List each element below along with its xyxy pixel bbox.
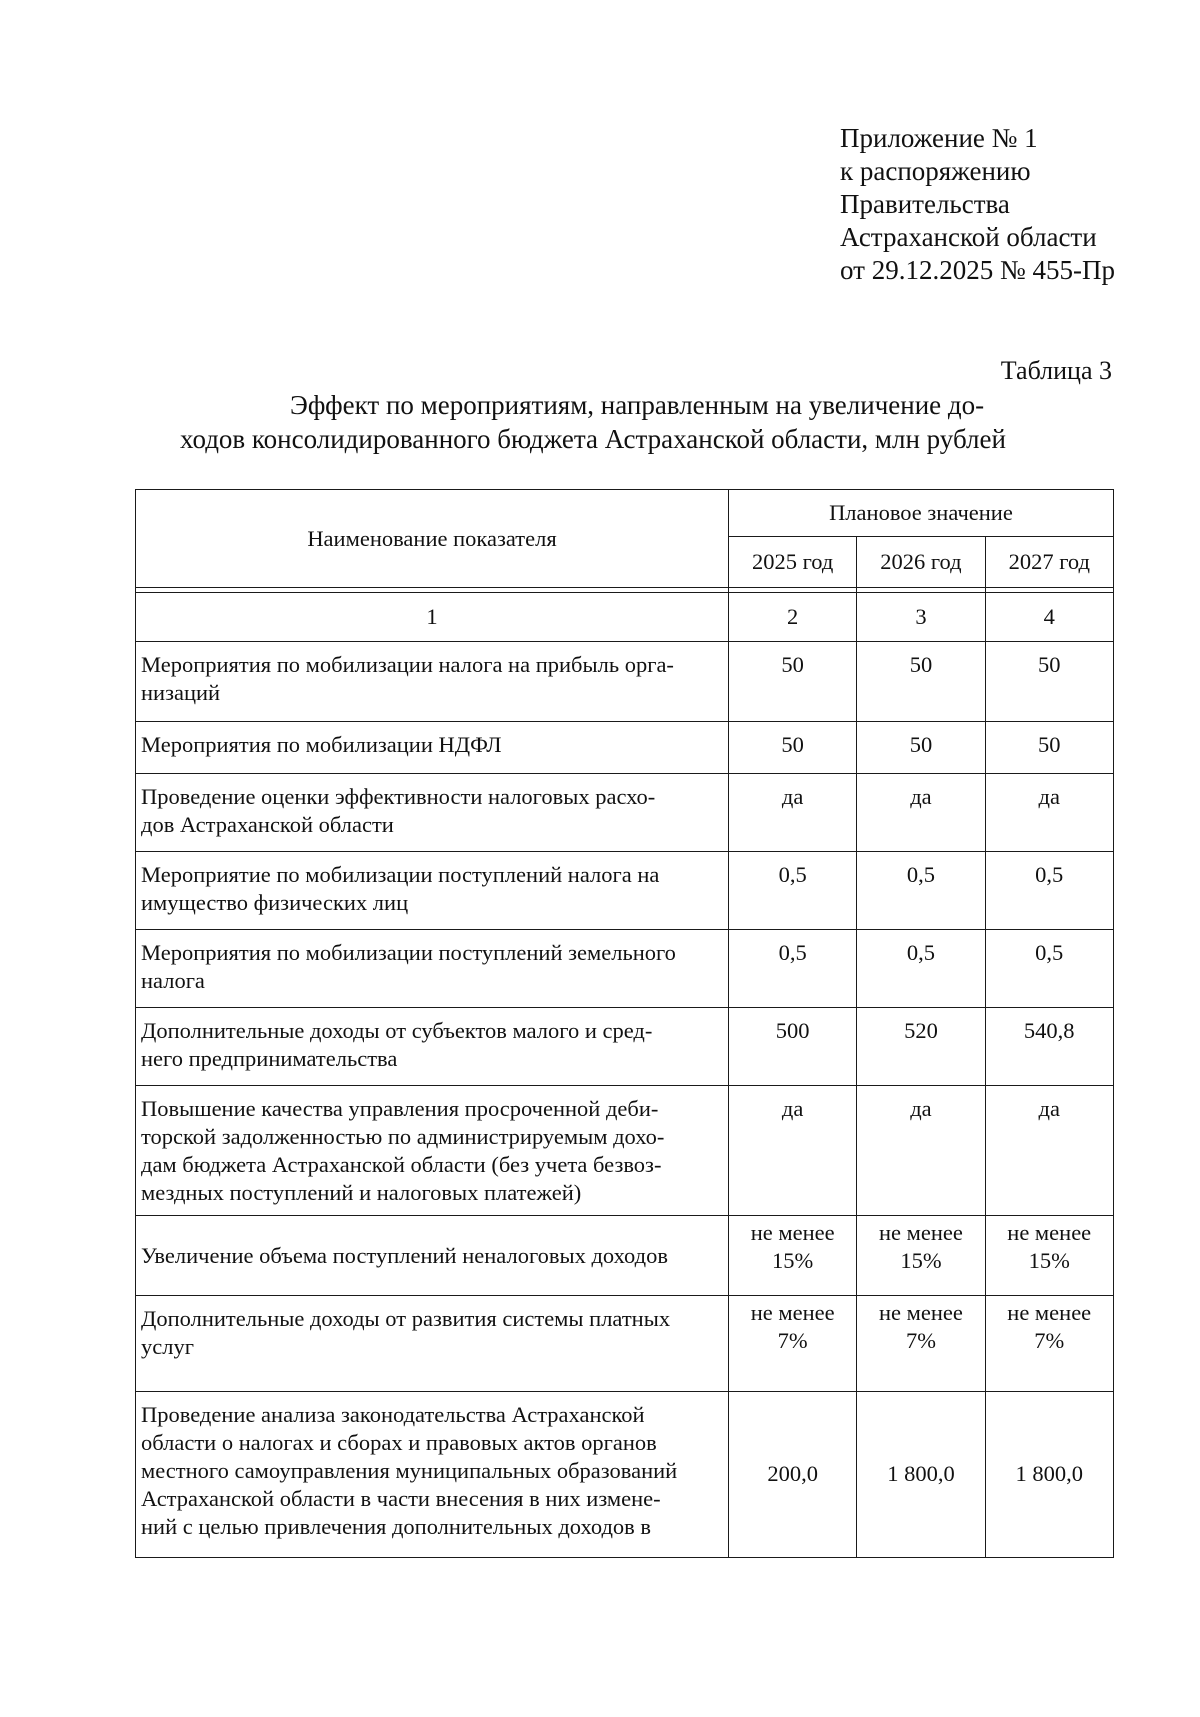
header-indicator-name: Наименование показателя: [136, 490, 729, 588]
table-title-line: ходов консолидированного бюджета Астраханской области, млн рублей: [180, 424, 1006, 454]
planned-value-cell: 0,5: [729, 852, 857, 930]
indicator-name: [136, 930, 729, 1008]
planned-value-line: не менее: [1007, 1300, 1092, 1325]
planned-value-cell: да: [857, 774, 985, 852]
planned-value-cell: 0,5: [857, 852, 985, 930]
indicator-name: [136, 852, 729, 930]
indicator-name-line: Астраханской области в части внесения в них измене-: [141, 1486, 661, 1511]
column-number: 1: [136, 593, 729, 642]
table-row: [136, 852, 1114, 930]
column-numbering-row: [136, 593, 1114, 642]
indicator-name: [136, 722, 729, 774]
planned-value-line: 15%: [1028, 1248, 1070, 1273]
planned-value-cell: 50: [857, 722, 985, 774]
indicator-name-line: Мероприятия по мобилизации НДФЛ: [141, 732, 502, 757]
planned-value-cell: 540,8: [985, 1008, 1113, 1086]
planned-value-cell: да: [729, 1086, 857, 1216]
planned-value-cell: [985, 1296, 1113, 1392]
table-row: [136, 930, 1114, 1008]
planned-value-cell: да: [857, 1086, 985, 1216]
planned-value-cell: да: [985, 774, 1113, 852]
table-row: [136, 1216, 1114, 1296]
planned-value-cell: 520: [857, 1008, 985, 1086]
planned-value-cell: [857, 1216, 985, 1296]
planned-value-cell: 500: [729, 1008, 857, 1086]
indicator-name-line: Мероприятия по мобилизации налога на прибыль орга-: [141, 652, 674, 677]
appendix-line: к распоряжению: [840, 156, 1031, 186]
planned-value-cell: [985, 1216, 1113, 1296]
column-number: 4: [985, 593, 1113, 642]
indicator-name-line: Мероприятие по мобилизации поступлений налога на: [141, 862, 660, 887]
table-row: [136, 722, 1114, 774]
indicator-name-line: дов Астраханской области: [141, 812, 394, 837]
indicator-name-line: Проведение анализа законодательства Астраханской: [141, 1402, 645, 1427]
planned-value-line: 15%: [900, 1248, 942, 1273]
planned-value-cell: [729, 1296, 857, 1392]
indicator-name-line: низаций: [141, 680, 221, 705]
indicator-name-line: Мероприятия по мобилизации поступлений земельного: [141, 940, 676, 965]
planned-value-cell: 200,0: [729, 1392, 857, 1558]
appendix-date-number: от 29.12.2025 № 455-Пр: [840, 255, 1115, 285]
table-row: [136, 1008, 1114, 1086]
planned-value-cell: 0,5: [985, 930, 1113, 1008]
table-row: [136, 1296, 1114, 1392]
planned-value-line: не менее: [878, 1220, 963, 1245]
planned-value-cell: [857, 1296, 985, 1392]
planned-value-line: 15%: [772, 1248, 814, 1273]
indicator-name-line: Дополнительные доходы от субъектов малого и сред-: [141, 1018, 653, 1043]
table-header-row: [136, 490, 1114, 537]
appendix-line: Правительства: [840, 189, 1010, 219]
planned-value-line: не менее: [750, 1300, 835, 1325]
planned-value-cell: да: [729, 774, 857, 852]
planned-value-cell: [729, 1216, 857, 1296]
indicator-name-line: Увеличение объема поступлений неналоговых доходов: [141, 1243, 668, 1268]
planned-value-cell: 50: [985, 722, 1113, 774]
column-number: 3: [857, 593, 985, 642]
planned-value-cell: 50: [857, 642, 985, 722]
planned-value-cell: 50: [985, 642, 1113, 722]
planned-value-cell: 0,5: [729, 930, 857, 1008]
column-number: 2: [729, 593, 857, 642]
indicator-name-line: местного самоуправления муниципальных образований: [141, 1458, 678, 1483]
table-row: [136, 642, 1114, 722]
indicator-name-line: Дополнительные доходы от развития системы платных: [141, 1306, 671, 1331]
table-title: [180, 388, 1140, 456]
indicator-name-line: торской задолженностью по администрируемым дохо-: [141, 1124, 665, 1149]
indicator-name: [136, 642, 729, 722]
planned-value-line: не менее: [878, 1300, 963, 1325]
indicator-name-line: налога: [141, 968, 205, 993]
table-title-line: Эффект по мероприятиям, направленным на увеличение до-: [290, 390, 985, 420]
planned-value-cell: 1 800,0: [985, 1392, 1113, 1558]
appendix-block: [840, 122, 1180, 287]
indicator-name-line: него предпринимательства: [141, 1046, 398, 1071]
planned-value-line: не менее: [1007, 1220, 1092, 1245]
planned-value-line: 7%: [1034, 1328, 1065, 1353]
indicator-name-line: ний с целью привлечения дополнительных доходов в: [141, 1514, 652, 1539]
planned-value-line: не менее: [750, 1220, 835, 1245]
appendix-line: Приложение № 1: [840, 123, 1038, 153]
planned-value-cell: 50: [729, 722, 857, 774]
indicator-name: [136, 1296, 729, 1392]
planned-value-cell: 0,5: [985, 852, 1113, 930]
indicator-name-line: услуг: [141, 1334, 194, 1359]
planned-value-line: 7%: [905, 1328, 936, 1353]
planned-value-line: 7%: [777, 1328, 808, 1353]
table-row: [136, 1086, 1114, 1216]
indicator-name: [136, 1392, 729, 1558]
planned-value-cell: да: [985, 1086, 1113, 1216]
header-year: 2027 год: [985, 537, 1113, 588]
indicator-name-line: области о налогах и сборах и правовых актов органов: [141, 1430, 657, 1455]
header-year: 2025 год: [729, 537, 857, 588]
indicator-name-line: мездных поступлений и налоговых платежей): [141, 1180, 582, 1205]
header-year: 2026 год: [857, 537, 985, 588]
indicator-name: [136, 1086, 729, 1216]
indicator-name: [136, 774, 729, 852]
indicator-name: [136, 1008, 729, 1086]
indicator-name-line: Проведение оценки эффективности налоговых расхо-: [141, 784, 656, 809]
indicator-name-line: имущество физических лиц: [141, 890, 409, 915]
indicator-name-line: дам бюджета Астраханской области (без учета безвоз-: [141, 1152, 662, 1177]
planned-value-cell: 50: [729, 642, 857, 722]
table-number: Таблица 3: [1000, 356, 1112, 385]
planned-value-cell: 0,5: [857, 930, 985, 1008]
indicator-name-line: Повышение качества управления просроченной деби-: [141, 1096, 659, 1121]
indicator-name: [136, 1216, 729, 1296]
table-row: [136, 774, 1114, 852]
planned-value-cell: 1 800,0: [857, 1392, 985, 1558]
table-body: [136, 642, 1114, 1558]
appendix-line: Астраханской области: [840, 222, 1097, 252]
table-row: [136, 1392, 1114, 1558]
indicators-table: [135, 489, 1114, 1558]
header-planned-value: Плановое значение: [729, 490, 1114, 537]
